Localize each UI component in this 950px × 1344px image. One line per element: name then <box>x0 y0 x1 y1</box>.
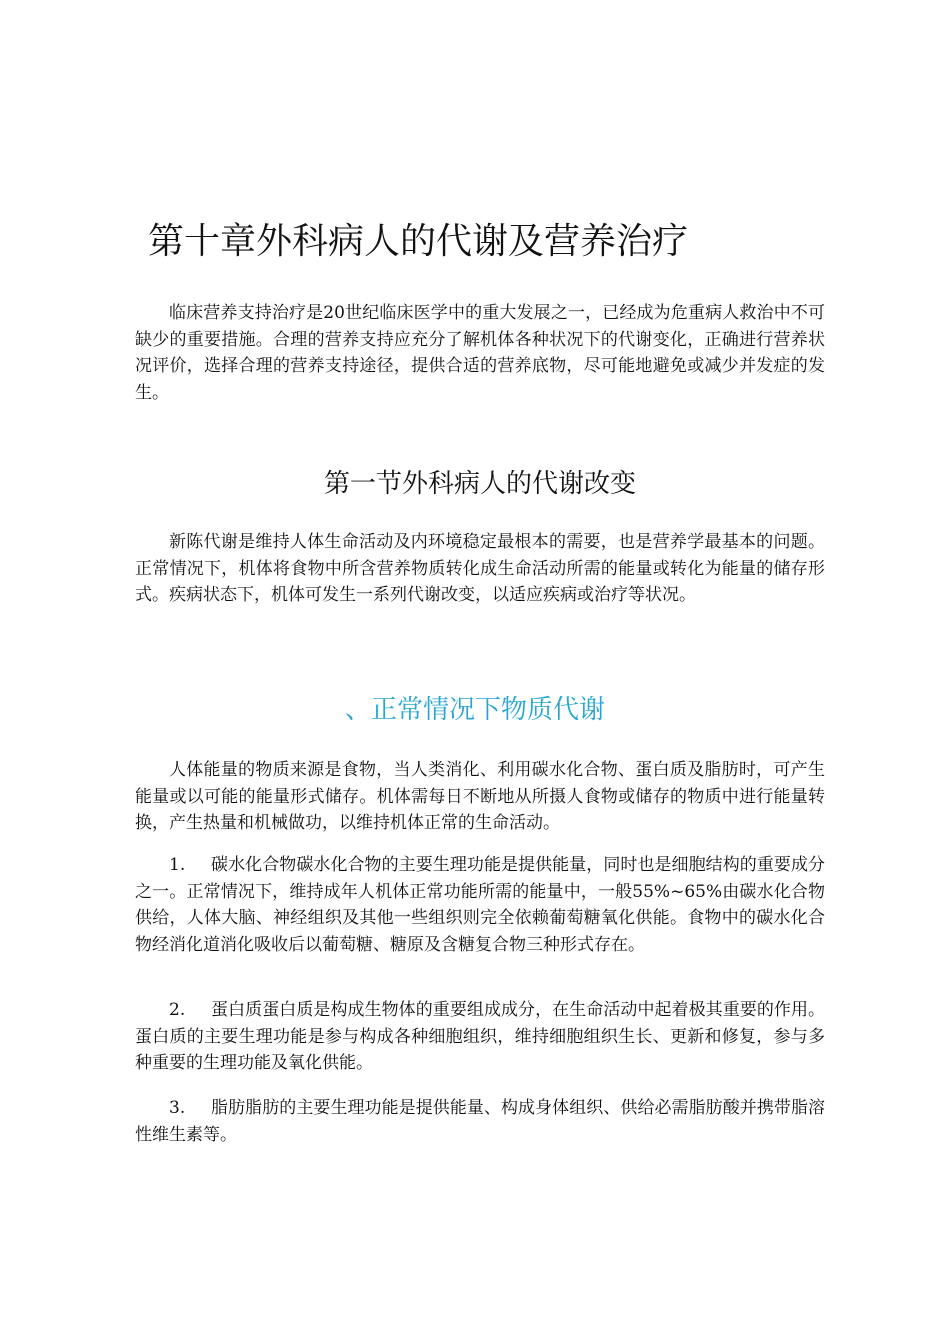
section1-title: 第一节外科病人的代谢改变 <box>323 469 636 499</box>
list-item-number: 1. <box>169 855 186 875</box>
list-item-text: 蛋白质蛋白质是构成生物体的重要组成成分，在生命活动中起着极其重要的作用。蛋白质的主要生理功能是参与构成各种细胞组织，维持细胞组织生长、更新和修复，参与多种重要的生理功能及氧化供能。 <box>135 1000 825 1073</box>
list-item-number: 3. <box>169 1098 186 1118</box>
intro-paragraph: 临床营养支持治疗是20世纪临床医学中的重大发展之一，已经成为危重病人救治中不可缺少的重要措施。合理的营养支持应充分了解机体各种状况下的代谢变化，正确进行营养状况评价，选择合理的营养支持途径，提供合适的营养底物，尽可能地避免或减少并发症的发生。 <box>135 303 825 403</box>
list-item-protein <box>135 997 825 1077</box>
chapter-title: 第十章外科病人的代谢及营养治疗 <box>148 221 689 262</box>
list-item-fat <box>135 1095 825 1148</box>
section2-paragraph: 人体能量的物质来源是食物，当人类消化、利用碳水化合物、蛋白质及脂肪时，可产生能量或以可能的能量形式储存。机体需每日不断地从所摄人食物或储存的物质中进行能量转换，产生热量和机械做功，以维持机体正常的生命活动。 <box>135 760 825 833</box>
list-item-text: 碳水化合物碳水化合物的主要生理功能是提供能量，同时也是细胞结构的重要成分之一。正常情况下，维持成年人机体正常功能所需的能量中，一般55%~65%由碳水化合物供给，人体大脑、神经组织及其他一些组织则完全依赖葡萄糖氧化供能。食物中的碳水化合物经消化道消化吸收后以葡萄糖、糖原及含糖复合物三种形式存在。 <box>135 855 825 955</box>
section1-paragraph: 新陈代谢是维持人体生命活动及内环境稳定最根本的需要，也是营养学最基本的问题。正常情况下，机体将食物中所含营养物质转化成生命活动所需的能量或转化为能量的储存形式。疾病状态下，机体可发生一系列代谢改变，以适应疾病或治疗等状况。 <box>135 532 825 605</box>
list-item-text: 脂肪脂肪的主要生理功能是提供能量、构成身体组织、供给必需脂肪酸并携带脂溶性维生素等。 <box>135 1098 825 1145</box>
list-item-carbohydrate <box>135 852 825 958</box>
list-item-number: 2. <box>169 1000 186 1020</box>
section2-title: 、正常情况下物质代谢 <box>344 695 605 725</box>
